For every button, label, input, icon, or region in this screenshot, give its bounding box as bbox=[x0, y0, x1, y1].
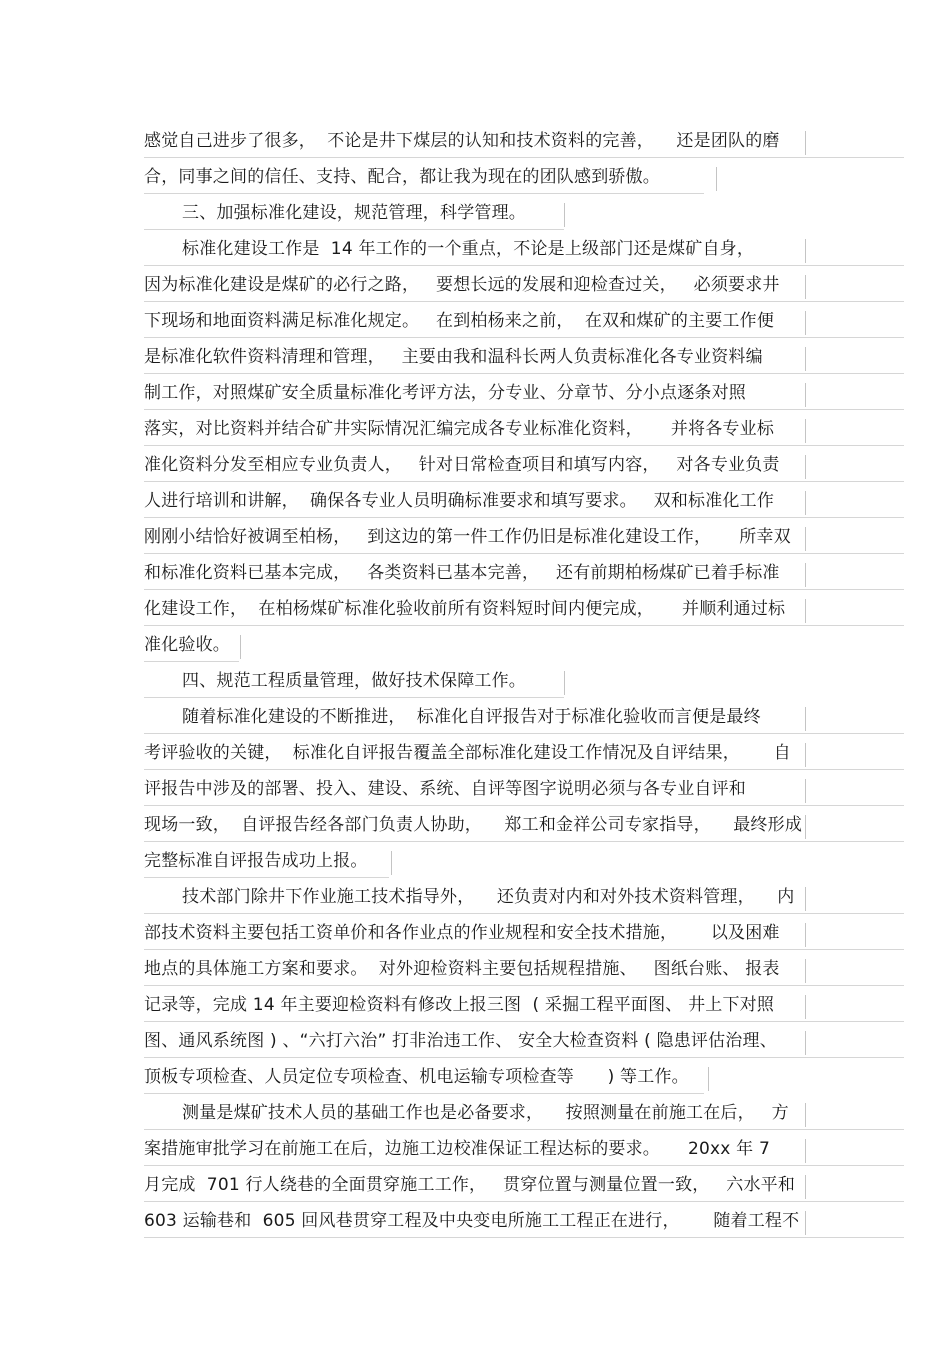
line-end-mark bbox=[805, 815, 806, 839]
line-end-mark bbox=[805, 779, 806, 803]
text-line: 是标准化软件资料清理和管理， 主要由我和温科长两人负责标准化各专业资料编 bbox=[144, 347, 763, 367]
text-line: 随着标准化建设的不断推进， 标准化自评报告对于标准化验收而言便是最终 bbox=[182, 707, 761, 727]
line-end-mark bbox=[391, 851, 392, 875]
line-end-mark bbox=[805, 959, 806, 983]
line-end-mark bbox=[805, 311, 806, 335]
line-underline bbox=[144, 193, 704, 194]
line-underline bbox=[144, 985, 904, 986]
line-underline bbox=[144, 949, 904, 950]
text-line: 下现场和地面资料满足标准化规定。 在到柏杨来之前， 在双和煤矿的主要工作便 bbox=[144, 311, 775, 331]
text-line: 现场一致， 自评报告经各部门负责人协助， 郑工和金祥公司专家指导， 最终形成 bbox=[144, 815, 803, 835]
line-underline bbox=[144, 589, 904, 590]
line-end-mark bbox=[708, 1067, 709, 1091]
line-underline bbox=[144, 1165, 904, 1166]
line-underline bbox=[144, 877, 389, 878]
text-line: 和标准化资料已基本完成， 各类资料已基本完善， 还有前期柏杨煤矿已着手标准 bbox=[144, 563, 780, 583]
line-end-mark bbox=[805, 347, 806, 371]
line-underline bbox=[144, 1057, 904, 1058]
line-end-mark bbox=[805, 707, 806, 731]
text-line: 准化验收。 bbox=[144, 635, 230, 655]
line-end-mark bbox=[805, 419, 806, 443]
line-underline bbox=[144, 373, 904, 374]
line-underline bbox=[144, 1093, 704, 1094]
text-line: 刚刚小结恰好被调至柏杨， 到这边的第一件工作仍旧是标准化建设工作， 所幸双 bbox=[144, 527, 791, 547]
text-line: 准化资料分发至相应专业负责人， 针对日常检查项目和填写内容， 对各专业负责 bbox=[144, 455, 780, 475]
text-line: 案措施审批学习在前施工在后，边施工边校准保证工程达标的要求。 20xx 年 7 bbox=[144, 1139, 770, 1159]
line-end-mark bbox=[805, 131, 806, 155]
line-underline bbox=[144, 157, 904, 158]
text-line: 评报告中涉及的部署、投入、建设、系统、自评等图字说明必须与各专业自评和 bbox=[144, 779, 746, 799]
text-line: 地点的具体施工方案和要求。 对外迎检资料主要包括规程措施、 图纸台账、 报表 bbox=[144, 959, 780, 979]
line-end-mark bbox=[805, 995, 806, 1019]
text-line: 因为标准化建设是煤矿的必行之路， 要想长远的发展和迎检查过关， 必须要求井 bbox=[144, 275, 780, 295]
line-end-mark bbox=[564, 203, 565, 227]
text-line: 月完成 701 行人绕巷的全面贯穿施工工作， 贯穿位置与测量位置一致， 六水平和 bbox=[144, 1175, 796, 1195]
text-line: 三、加强标准化建设，规范管理，科学管理。 bbox=[182, 203, 526, 223]
line-end-mark bbox=[716, 167, 717, 191]
line-underline bbox=[144, 337, 904, 338]
line-end-mark bbox=[805, 1103, 806, 1127]
line-underline bbox=[144, 1237, 904, 1238]
line-underline bbox=[144, 697, 564, 698]
line-end-mark bbox=[805, 1031, 806, 1055]
line-underline bbox=[144, 229, 564, 230]
line-end-mark bbox=[805, 275, 806, 299]
text-line: 四、规范工程质量管理，做好技术保障工作。 bbox=[182, 671, 526, 691]
text-line: 化建设工作， 在柏杨煤矿标准化验收前所有资料短时间内便完成， 并顺利通过标 bbox=[144, 599, 786, 619]
line-underline bbox=[144, 481, 904, 482]
line-end-mark bbox=[805, 923, 806, 947]
line-underline bbox=[144, 661, 239, 662]
line-underline bbox=[144, 733, 904, 734]
line-end-mark bbox=[805, 491, 806, 515]
line-end-mark bbox=[805, 1211, 806, 1235]
line-end-mark bbox=[805, 1175, 806, 1199]
text-line: 顶板专项检查、人员定位专项检查、机电运输专项检查等 ) 等工作。 bbox=[144, 1067, 689, 1087]
line-end-mark bbox=[805, 239, 806, 263]
text-line: 落实，对比资料并结合矿井实际情况汇编完成各专业标准化资料， 并将各专业标 bbox=[144, 419, 775, 439]
text-line: 完整标准自评报告成功上报。 bbox=[144, 851, 368, 871]
line-end-mark bbox=[805, 599, 806, 623]
line-end-mark bbox=[805, 887, 806, 911]
line-end-mark bbox=[805, 1139, 806, 1163]
text-line: 考评验收的关键， 标准化自评报告覆盖全部标准化建设工作情况及自评结果， 自 bbox=[144, 743, 791, 763]
line-underline bbox=[144, 409, 904, 410]
line-underline bbox=[144, 445, 904, 446]
text-line: 人进行培训和讲解， 确保各专业人员明确标准要求和填写要求。 双和标准化工作 bbox=[144, 491, 775, 511]
line-end-mark bbox=[805, 455, 806, 479]
text-line: 测量是煤矿技术人员的基础工作也是必备要求， 按照测量在前施工在后， 方 bbox=[182, 1103, 789, 1123]
text-line: 合，同事之间的信任、支持、配合，都让我为现在的团队感到骄傲。 bbox=[144, 167, 660, 187]
line-underline bbox=[144, 769, 904, 770]
line-underline bbox=[144, 301, 904, 302]
line-underline bbox=[144, 553, 904, 554]
line-underline bbox=[144, 265, 904, 266]
line-underline bbox=[144, 805, 904, 806]
text-line: 图、通风系统图 ) 、“六打六治” 打非治违工作、 安全大检查资料 ( 隐患评估治理、 bbox=[144, 1031, 777, 1051]
text-line: 制工作，对照煤矿安全质量标准化考评方法，分专业、分章节、分小点逐条对照 bbox=[144, 383, 746, 403]
text-line: 感觉自己进步了很多， 不论是井下煤层的认知和技术资料的完善， 还是团队的磨 bbox=[144, 131, 780, 151]
line-end-mark bbox=[805, 527, 806, 551]
line-end-mark bbox=[564, 671, 565, 695]
line-underline bbox=[144, 1129, 904, 1130]
text-line: 603 运输巷和 605 回风巷贯穿工程及中央变电所施工工程正在进行， 随着工程不 bbox=[144, 1211, 800, 1231]
line-underline bbox=[144, 1201, 904, 1202]
line-underline bbox=[144, 625, 904, 626]
text-line: 部技术资料主要包括工资单价和各作业点的作业规程和安全技术措施， 以及困难 bbox=[144, 923, 780, 943]
text-line: 技术部门除井下作业施工技术指导外， 还负责对内和对外技术资料管理， 内 bbox=[182, 887, 795, 907]
line-underline bbox=[144, 1021, 904, 1022]
line-end-mark bbox=[240, 635, 241, 659]
line-underline bbox=[144, 913, 904, 914]
text-line: 标准化建设工作是 14 年工作的一个重点，不论是上级部门还是煤矿自身， bbox=[182, 239, 755, 259]
line-underline bbox=[144, 841, 904, 842]
line-end-mark bbox=[805, 383, 806, 407]
text-line: 记录等，完成 14 年主要迎检资料有修改上报三图 ( 采掘工程平面图、 井上下对照 bbox=[144, 995, 775, 1015]
line-end-mark bbox=[805, 743, 806, 767]
line-end-mark bbox=[805, 563, 806, 587]
line-underline bbox=[144, 517, 904, 518]
